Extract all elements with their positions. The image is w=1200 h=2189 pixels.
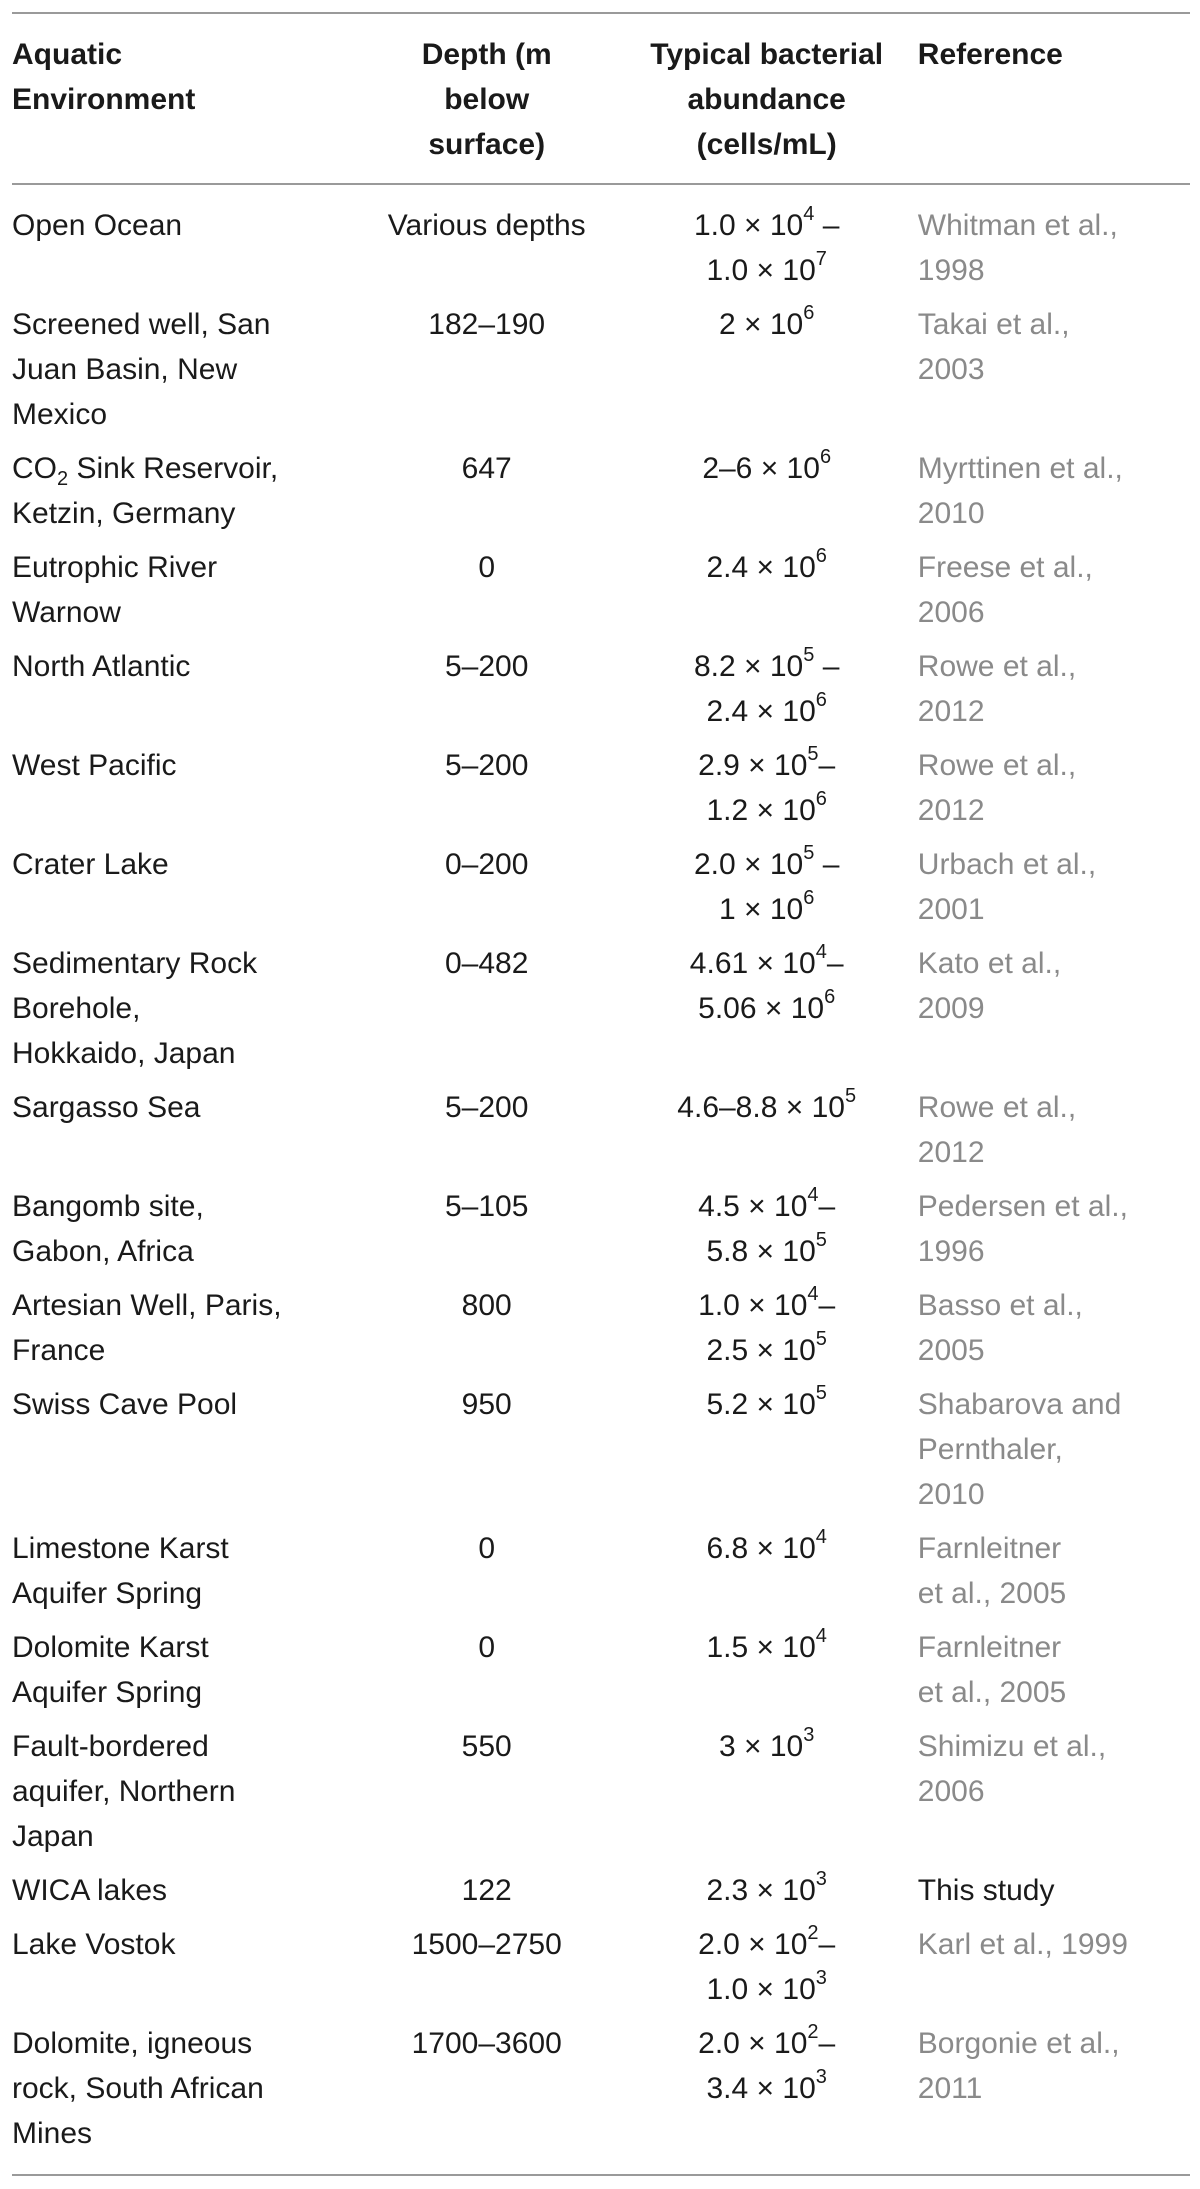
reference-line: Karl et al., 1999 xyxy=(917,1928,1128,1961)
environment-line: Aquifer Spring xyxy=(12,1676,203,1709)
environment-line: West Pacific xyxy=(12,749,177,782)
abundance-mantissa: 3 × 10 xyxy=(719,1730,804,1763)
reference-line: Whitman et al., xyxy=(917,209,1118,242)
abundance-mantissa: 8.2 × 10 xyxy=(693,650,804,683)
header-reference-line: Reference xyxy=(917,38,1063,71)
abundance-exponent: 6 xyxy=(815,545,827,567)
reference-cell xyxy=(910,302,1190,446)
abundance-cell xyxy=(624,644,910,743)
abundance-exponent: 5 xyxy=(803,644,815,666)
abundance-mantissa: 6.8 × 10 xyxy=(706,1532,816,1565)
header-abundance-line: Typical bacterial xyxy=(650,38,884,71)
reference-line: Farnleitner xyxy=(917,1631,1062,1664)
depth-cell: 550 xyxy=(461,1730,512,1763)
environment-line: Artesian Well, Paris, xyxy=(12,1289,282,1322)
abundance-exponent: 6 xyxy=(824,986,836,1008)
abundance-line xyxy=(624,545,910,590)
bacterial-abundance-table xyxy=(12,12,1190,2176)
abundance-cell xyxy=(624,1184,910,1283)
depth-cell: 800 xyxy=(461,1289,512,1322)
abundance-exponent: 5 xyxy=(844,1085,857,1107)
abundance-mantissa: 1.0 × 10 xyxy=(693,209,804,242)
abundance-exponent: 6 xyxy=(815,689,827,711)
reference-line: 2003 xyxy=(917,353,985,386)
reference-cell xyxy=(910,1085,1190,1184)
abundance-line xyxy=(624,1283,910,1328)
depth-cell: 5–200 xyxy=(444,749,529,782)
abundance-mantissa: 2 × 10 xyxy=(719,308,804,341)
abundance-exponent: 5 xyxy=(815,1382,827,1404)
abundance-line xyxy=(624,1382,910,1427)
abundance-line xyxy=(624,446,910,491)
co2-prefix: CO xyxy=(12,452,57,485)
environment-cell xyxy=(12,842,350,941)
reference-line: Borgonie et al., xyxy=(917,2027,1120,2060)
abundance-line xyxy=(624,1184,910,1229)
reference-cell xyxy=(910,1526,1190,1625)
reference-line: Rowe et al., xyxy=(917,650,1077,683)
table-row xyxy=(12,1526,1190,1625)
header-depth-line: below xyxy=(444,83,530,116)
reference-line: 2010 xyxy=(917,497,985,530)
environment-line: Mines xyxy=(12,2117,93,2150)
table-row xyxy=(12,1868,1190,1922)
environment-line: Dolomite, igneous xyxy=(12,2027,253,2060)
abundance-cell xyxy=(624,842,910,941)
abundance-exponent: 5 xyxy=(815,1229,827,1251)
depth-cell: 0–200 xyxy=(444,848,529,881)
depth-cell: Various depths xyxy=(387,209,586,242)
environment-cell xyxy=(12,446,350,545)
abundance-exponent: 5 xyxy=(807,743,819,765)
abundance-range-dash: – xyxy=(814,650,840,683)
depth-cell: 950 xyxy=(461,1388,512,1421)
abundance-line xyxy=(624,941,910,986)
reference-line: 2001 xyxy=(917,893,985,926)
table-row xyxy=(12,1382,1190,1526)
reference-line: 2005 xyxy=(917,1334,985,1367)
table-row xyxy=(12,545,1190,644)
abundance-line xyxy=(624,1526,910,1571)
table-body xyxy=(12,184,1190,2175)
abundance-mantissa: 2.0 × 10 xyxy=(693,848,804,881)
abundance-mantissa: 1.5 × 10 xyxy=(706,1631,816,1664)
reference-line: 2006 xyxy=(917,596,985,629)
table-row xyxy=(12,1184,1190,1283)
abundance-mantissa: 2.0 × 10 xyxy=(698,2027,808,2060)
reference-line: Takai et al., xyxy=(917,308,1070,341)
abundance-line xyxy=(624,1724,910,1769)
depth-cell: 5–105 xyxy=(444,1190,529,1223)
table-row xyxy=(12,184,1190,302)
abundance-cell xyxy=(624,446,910,545)
environment-line: Borehole, xyxy=(12,992,141,1025)
header-depth xyxy=(350,13,624,184)
reference-line: et al., 2005 xyxy=(917,1577,1067,1610)
abundance-exponent: 2 xyxy=(807,2021,819,2043)
abundance-exponent: 5 xyxy=(815,1328,827,1350)
abundance-line xyxy=(624,2066,910,2111)
environment-cell xyxy=(12,941,350,1085)
environment-cell xyxy=(12,1085,350,1184)
table-row xyxy=(12,842,1190,941)
abundance-cell xyxy=(624,1724,910,1868)
abundance-line xyxy=(624,1868,910,1913)
abundance-line xyxy=(624,302,910,347)
reference-cell xyxy=(910,1868,1190,1922)
abundance-range-dash: – xyxy=(818,749,836,782)
abundance-line xyxy=(624,1922,910,1967)
depth-cell: 647 xyxy=(461,452,512,485)
environment-cell xyxy=(12,1724,350,1868)
depth-cell: 1700–3600 xyxy=(411,2027,562,2060)
abundance-exponent: 6 xyxy=(803,887,815,909)
abundance-cell xyxy=(624,1625,910,1724)
reference-line: 2011 xyxy=(917,2072,983,2105)
reference-cell xyxy=(910,446,1190,545)
abundance-exponent: 4 xyxy=(815,941,827,963)
abundance-mantissa: 5.8 × 10 xyxy=(706,1235,816,1268)
table-row xyxy=(12,1625,1190,1724)
abundance-cell xyxy=(624,184,910,302)
abundance-exponent: 6 xyxy=(819,446,832,468)
co2-subscript: 2 xyxy=(57,468,69,490)
abundance-cell xyxy=(624,1382,910,1526)
abundance-mantissa: 2.4 × 10 xyxy=(706,695,816,728)
reference-line: Freese et al., xyxy=(917,551,1093,584)
abundance-exponent: 6 xyxy=(803,302,815,324)
abundance-cell xyxy=(624,1526,910,1625)
environment-line: Eutrophic River xyxy=(12,551,218,584)
depth-cell: 5–200 xyxy=(444,650,529,683)
abundance-mantissa: 1.0 × 10 xyxy=(706,1973,816,2006)
reference-cell xyxy=(910,1724,1190,1868)
abundance-exponent: 3 xyxy=(815,1868,827,1890)
environment-cell xyxy=(12,1922,350,2021)
abundance-line xyxy=(624,788,910,833)
environment-line: Fault-bordered xyxy=(12,1730,209,1763)
reference-cell xyxy=(910,545,1190,644)
environment-line: North Atlantic xyxy=(12,650,191,683)
environment-line: WICA lakes xyxy=(12,1874,168,1907)
abundance-mantissa: 2–6 × 10 xyxy=(702,452,820,485)
abundance-mantissa: 1.0 × 10 xyxy=(698,1289,808,1322)
environment-line: Open Ocean xyxy=(12,209,183,242)
abundance-table-container xyxy=(12,12,1190,2176)
abundance-range-dash: – xyxy=(826,947,844,980)
abundance-cell xyxy=(624,1922,910,2021)
environment-line: France xyxy=(12,1334,106,1367)
table-row xyxy=(12,1724,1190,1868)
abundance-line xyxy=(624,248,910,293)
depth-cell: 5–200 xyxy=(444,1091,529,1124)
abundance-line xyxy=(624,1328,910,1373)
environment-line: Sargasso Sea xyxy=(12,1091,201,1124)
environment-line: Sedimentary Rock xyxy=(12,947,258,980)
abundance-range-dash: – xyxy=(818,1289,836,1322)
depth-cell: 0 xyxy=(478,1532,496,1565)
depth-cell: 182–190 xyxy=(428,308,546,341)
environment-cell xyxy=(12,545,350,644)
table-row xyxy=(12,644,1190,743)
depth-cell: 0 xyxy=(478,1631,496,1664)
abundance-mantissa: 1.2 × 10 xyxy=(706,794,816,827)
abundance-line xyxy=(624,1229,910,1274)
header-environment-line: Aquatic xyxy=(12,38,123,71)
environment-line: Warnow xyxy=(12,596,121,629)
abundance-cell xyxy=(624,2021,910,2175)
reference-cell xyxy=(910,1922,1190,2021)
abundance-mantissa: 5.06 × 10 xyxy=(698,992,825,1025)
environment-line: Limestone Karst xyxy=(12,1532,229,1565)
abundance-line xyxy=(624,1085,910,1130)
environment-cell xyxy=(12,184,350,302)
abundance-cell xyxy=(624,743,910,842)
abundance-mantissa: 2.5 × 10 xyxy=(706,1334,816,1367)
abundance-exponent: 5 xyxy=(803,842,815,864)
reference-cell xyxy=(910,842,1190,941)
abundance-mantissa: 4.6–8.8 × 10 xyxy=(677,1091,845,1124)
reference-line: 2010 xyxy=(917,1478,985,1511)
reference-line: 2006 xyxy=(917,1775,985,1808)
abundance-range-dash: – xyxy=(814,848,840,881)
reference-line: Rowe et al., xyxy=(917,749,1077,782)
environment-line xyxy=(12,446,350,491)
abundance-exponent: 4 xyxy=(815,1625,827,1647)
abundance-mantissa: 2.0 × 10 xyxy=(698,1928,808,1961)
abundance-line xyxy=(624,887,910,932)
environment-line: rock, South African xyxy=(12,2072,264,2105)
depth-cell: 0 xyxy=(478,551,496,584)
reference-cell xyxy=(910,644,1190,743)
co2-suffix: Sink Reservoir, xyxy=(68,452,279,485)
reference-cell xyxy=(910,743,1190,842)
environment-cell xyxy=(12,743,350,842)
environment-cell xyxy=(12,1184,350,1283)
table-row xyxy=(12,743,1190,842)
reference-cell xyxy=(910,1184,1190,1283)
reference-cell xyxy=(910,2021,1190,2175)
abundance-exponent: 4 xyxy=(803,203,815,225)
environment-line: Swiss Cave Pool xyxy=(12,1388,238,1421)
abundance-cell xyxy=(624,1868,910,1922)
depth-cell: 122 xyxy=(461,1874,512,1907)
abundance-range-dash: – xyxy=(818,2027,836,2060)
abundance-line xyxy=(624,1967,910,2012)
abundance-line xyxy=(624,743,910,788)
reference-line: Kato et al., xyxy=(917,947,1062,980)
reference-line: Farnleitner xyxy=(917,1532,1062,1565)
environment-line: Screened well, San xyxy=(12,308,271,341)
reference-cell xyxy=(910,1625,1190,1724)
reference-line: Basso et al., xyxy=(917,1289,1083,1322)
table-row xyxy=(12,941,1190,1085)
environment-line: Aquifer Spring xyxy=(12,1577,203,1610)
abundance-exponent: 4 xyxy=(815,1526,827,1548)
environment-line: Hokkaido, Japan xyxy=(12,1037,236,1070)
abundance-exponent: 3 xyxy=(815,2066,827,2088)
abundance-exponent: 3 xyxy=(815,1967,827,1989)
abundance-exponent: 4 xyxy=(807,1283,819,1305)
table-row xyxy=(12,1085,1190,1184)
header-environment xyxy=(12,13,350,184)
abundance-range-dash: – xyxy=(814,209,840,242)
abundance-exponent: 4 xyxy=(807,1184,819,1206)
reference-cell xyxy=(910,1283,1190,1382)
abundance-cell xyxy=(624,941,910,1085)
abundance-mantissa: 5.2 × 10 xyxy=(706,1388,816,1421)
environment-line: Crater Lake xyxy=(12,848,169,881)
abundance-range-dash: – xyxy=(818,1190,836,1223)
reference-cell xyxy=(910,1382,1190,1526)
environment-line: Dolomite Karst xyxy=(12,1631,209,1664)
environment-cell xyxy=(12,1526,350,1625)
table-row xyxy=(12,446,1190,545)
abundance-cell xyxy=(624,1085,910,1184)
abundance-exponent: 6 xyxy=(815,788,827,810)
environment-line: Lake Vostok xyxy=(12,1928,176,1961)
reference-line: Shabarova and xyxy=(917,1388,1122,1421)
abundance-line xyxy=(624,1625,910,1670)
header-environment-line: Environment xyxy=(12,83,196,116)
reference-line: Urbach et al., xyxy=(917,848,1097,881)
abundance-mantissa: 1.0 × 10 xyxy=(706,254,816,287)
abundance-cell xyxy=(624,1283,910,1382)
reference-line: Myrttinen et al., xyxy=(917,452,1123,485)
environment-cell xyxy=(12,302,350,446)
abundance-cell xyxy=(624,545,910,644)
reference-cell xyxy=(910,941,1190,1085)
table-row xyxy=(12,1922,1190,2021)
reference-line: Pernthaler, xyxy=(917,1433,1063,1466)
abundance-exponent: 2 xyxy=(807,1922,819,1944)
reference-cell xyxy=(910,184,1190,302)
abundance-cell xyxy=(624,302,910,446)
header-row xyxy=(12,13,1190,184)
abundance-mantissa: 2.3 × 10 xyxy=(706,1874,816,1907)
environment-line: Bangomb site, xyxy=(12,1190,204,1223)
depth-cell: 1500–2750 xyxy=(411,1928,562,1961)
table-header xyxy=(12,13,1190,184)
reference-line: 1998 xyxy=(917,254,985,287)
abundance-line xyxy=(624,986,910,1031)
abundance-exponent: 3 xyxy=(803,1724,815,1746)
abundance-mantissa: 2.4 × 10 xyxy=(706,551,816,584)
environment-cell xyxy=(12,2021,350,2175)
header-abundance xyxy=(624,13,910,184)
abundance-mantissa: 2.9 × 10 xyxy=(698,749,808,782)
header-reference xyxy=(910,13,1190,184)
abundance-mantissa: 4.61 × 10 xyxy=(689,947,816,980)
abundance-line xyxy=(624,842,910,887)
reference-line: et al., 2005 xyxy=(917,1676,1067,1709)
abundance-line xyxy=(624,2021,910,2066)
reference-line: Rowe et al., xyxy=(917,1091,1077,1124)
environment-cell xyxy=(12,1382,350,1526)
abundance-range-dash: – xyxy=(818,1928,836,1961)
reference-line: 2012 xyxy=(917,695,985,728)
reference-line: 1996 xyxy=(917,1235,985,1268)
environment-line: Juan Basin, New xyxy=(12,353,238,386)
table-row xyxy=(12,302,1190,446)
header-depth-line: Depth (m xyxy=(421,38,552,71)
environment-line: Ketzin, Germany xyxy=(12,497,236,530)
environment-line: Mexico xyxy=(12,398,108,431)
abundance-mantissa: 1 × 10 xyxy=(719,893,804,926)
environment-cell xyxy=(12,1625,350,1724)
environment-line: aquifer, Northern xyxy=(12,1775,236,1808)
header-abundance-line: (cells/mL) xyxy=(696,128,837,161)
environment-cell xyxy=(12,1868,350,1922)
header-depth-line: surface) xyxy=(428,128,546,161)
depth-cell: 0–482 xyxy=(444,947,529,980)
abundance-mantissa: 3.4 × 10 xyxy=(706,2072,816,2105)
reference-line: 2012 xyxy=(917,1136,985,1169)
reference-line: 2012 xyxy=(917,794,985,827)
reference-line: 2009 xyxy=(917,992,985,1025)
reference-line: Pedersen et al., xyxy=(917,1190,1128,1223)
reference-line: Shimizu et al., xyxy=(917,1730,1107,1763)
environment-line: Japan xyxy=(12,1820,94,1853)
environment-cell xyxy=(12,644,350,743)
abundance-line xyxy=(624,689,910,734)
abundance-line xyxy=(624,203,910,248)
abundance-exponent: 7 xyxy=(815,248,827,270)
environment-line: Gabon, Africa xyxy=(12,1235,194,1268)
header-abundance-line: abundance xyxy=(687,83,846,116)
table-row xyxy=(12,1283,1190,1382)
abundance-mantissa: 4.5 × 10 xyxy=(698,1190,808,1223)
abundance-line xyxy=(624,644,910,689)
reference-line: This study xyxy=(917,1874,1055,1907)
table-row xyxy=(12,2021,1190,2175)
environment-cell xyxy=(12,1283,350,1382)
